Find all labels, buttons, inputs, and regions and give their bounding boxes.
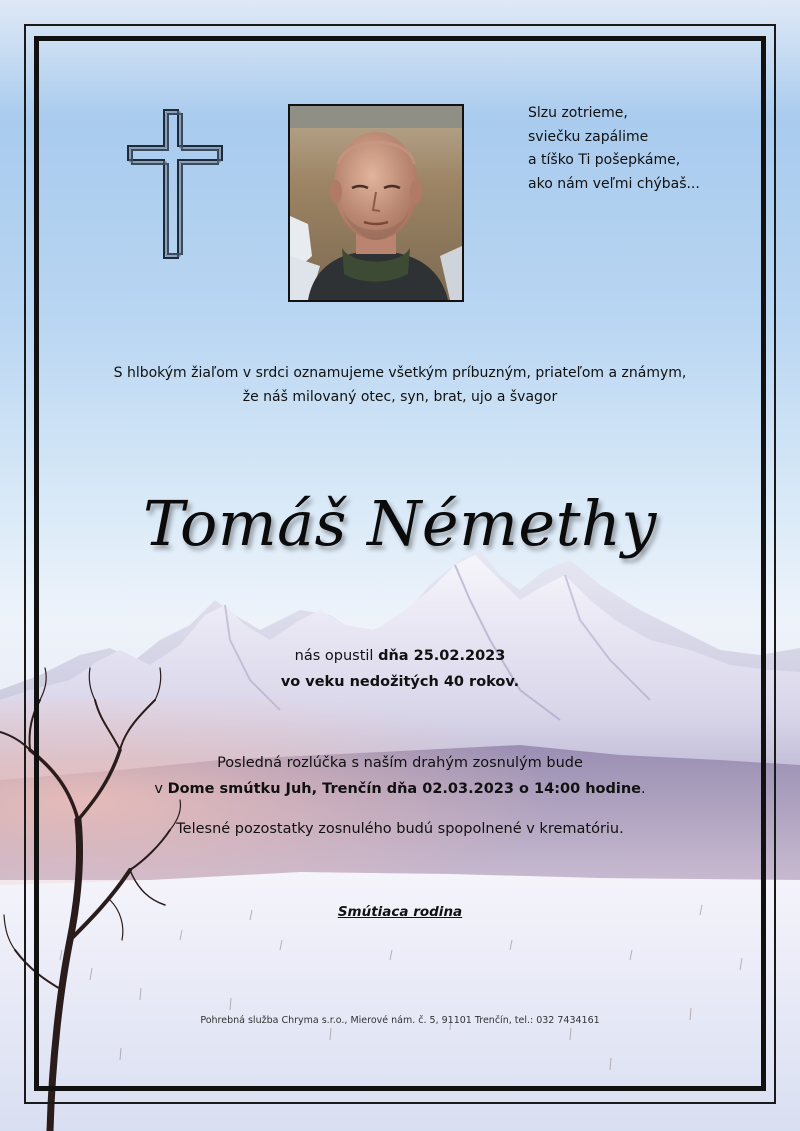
ceremony-info (0, 750, 800, 802)
verse-line: a tíško Ti pošepkáme, (528, 152, 681, 168)
announcement (60, 361, 740, 409)
age-at-death: vo veku nedožitých 40 rokov. (280, 674, 520, 690)
memorial-verse (528, 102, 748, 196)
verse-line: sviečku zapálime (528, 128, 649, 145)
ceremony-suffix: . (641, 781, 646, 797)
announcement-line-2: že náš milovaný otec, syn, brat, ujo a švagor (242, 389, 558, 405)
deceased-name: Tomáš Némethy (143, 487, 657, 560)
ceremony-prefix: v (154, 781, 168, 797)
portrait-photo (288, 104, 464, 302)
departure-info (0, 643, 800, 695)
ceremony-line-1: Posledná rozlúčka s naším drahým zosnulým bude (217, 755, 583, 771)
announcement-line-1: S hlbokým žiaľom v srdci oznamujeme všetkým príbuzným, priateľom a známym, (113, 365, 687, 381)
verse-line: ako nám veľmi chýbaš... (528, 175, 700, 192)
ceremony-place-time: Dome smútku Juh, Trenčín dňa 02.03.2023 o 14:00 hodine (167, 781, 642, 797)
outlined-cross-icon (126, 108, 226, 263)
funeral-service-footer: Pohrebná služba Chryma s.r.o., Mierové nám. č. 5, 91101 Trenčín, tel.: 032 7434161 (200, 1015, 600, 1026)
verse-line: Slzu zotrieme, (528, 105, 628, 121)
family-signature: Smútiaca rodina (337, 904, 463, 920)
departed-prefix: nás opustil (294, 648, 379, 664)
departure-date: dňa 25.02.2023 (378, 648, 506, 664)
remains-note: Telesné pozostatky zosnulého budú spopolnené v krematóriu. (176, 821, 624, 837)
portrait-image (290, 106, 462, 300)
